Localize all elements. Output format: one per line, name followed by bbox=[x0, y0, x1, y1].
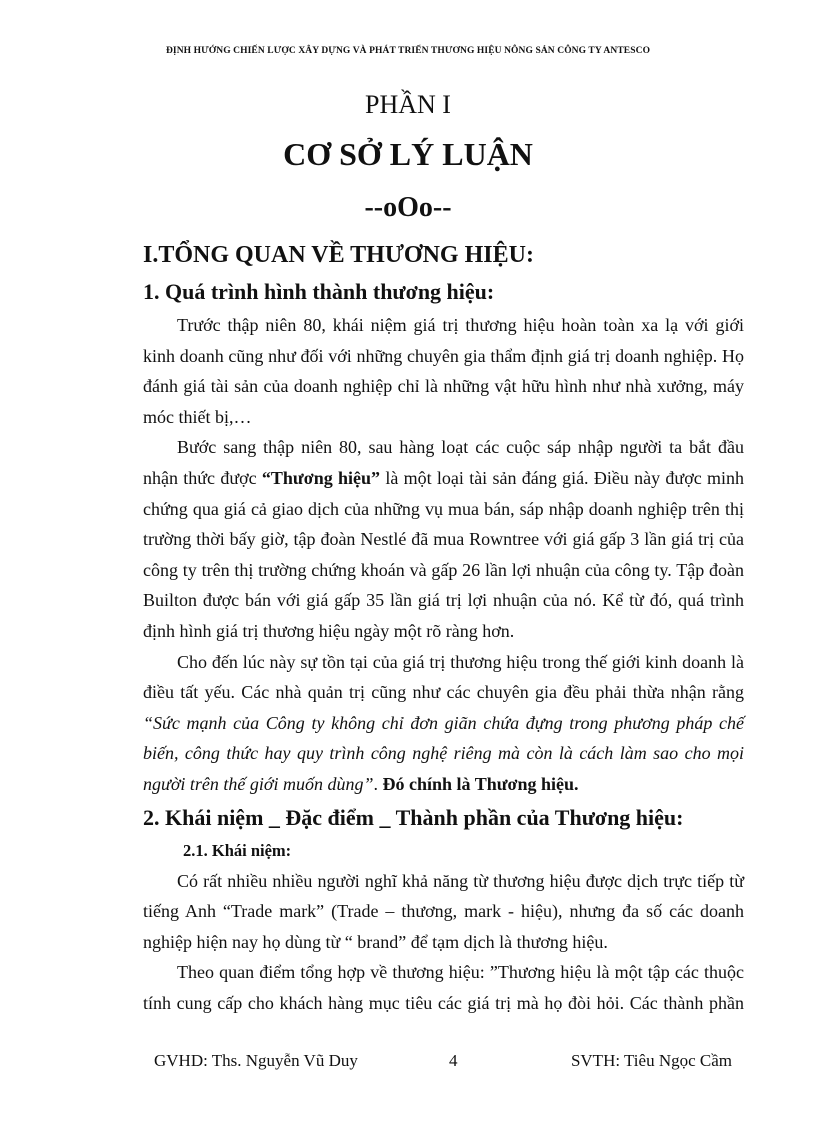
footer-advisor: GVHD: Ths. Nguyễn Vũ Duy bbox=[154, 1051, 358, 1070]
footer-page-number: 4 bbox=[449, 1051, 458, 1070]
paragraph-1: Trước thập niên 80, khái niệm giá trị thương hiệu hoàn toàn xa lạ với giới kinh doanh cũng như đối với những chuyên gia thẩm định giá trị doanh nghiệp. Họ đánh giá tài sản của doanh nghiệp chỉ là những vật hữu hình như nhà xưởng, máy móc thiết bị,… bbox=[143, 315, 744, 427]
paragraph-3-text-a: Cho đến lúc này sự tồn tại của giá trị thương hiệu trong thế giới kinh doanh là điều tất yếu. Các nhà quản trị cũng như các chuyên gia đều phải thừa nhận rằng bbox=[143, 651, 744, 703]
ornament-separator: --oOo-- bbox=[364, 192, 452, 223]
part-title: CƠ SỞ LÝ LUẬN bbox=[283, 136, 533, 172]
paragraph-5: Theo quan điểm tổng hợp về thương hiệu: ”Thương hiệu là một tập các thuộc tính cung cấp cho khách hàng mục tiêu các giá trị mà họ đòi hỏi. Các thành phần bbox=[143, 962, 744, 1013]
part-label: PHẦN I bbox=[365, 90, 451, 119]
footer-student: SVTH: Tiêu Ngọc Cầm bbox=[570, 1051, 732, 1070]
page-footer bbox=[154, 1051, 732, 1075]
paragraph-2-text-a: Bước sang thập niên 80, sau hàng loạt các cuộc sáp nhập người ta bắt đầu nhận thức được bbox=[143, 437, 744, 488]
section-heading: I.TỔNG QUAN VỀ THƯƠNG HIỆU: bbox=[143, 242, 534, 268]
paragraph-3-text-b: . bbox=[373, 773, 383, 794]
paragraph-3-quote: “Sức mạnh của Công ty không chỉ đơn giãn chứa đựng trong phương pháp chế biến, công thức hay quy trình công nghệ riêng mà còn là cách làm sao cho mọi người trên thế giới muốn dùng” bbox=[143, 712, 744, 794]
subsection-heading-2: 2. Khái niệm _ Đặc điểm _ Thành phần của Thương hiệu: bbox=[143, 804, 684, 830]
paragraph-3 bbox=[143, 647, 744, 800]
paragraph-2-text-b: là một loại tài sản đáng giá. Điều này được minh chứng qua giá cả giao dịch của những vụ mua bán, sáp nhập doanh nghiệp trên thị trường thời bấy giờ, tập đoàn Nestlé đã mua Rowntree với giá gấp 3 lần giá trị của công ty trên thị trường chứng khoán và gấp 26 lần lợi nhuận của công ty. Tập đoàn Builton được bán với giá gấp 35 lần giá trị lợi nhuận của nó. Kể từ đó, quá trình định hình giá trị thương hiệu ngày một rõ ràng hơn. bbox=[143, 467, 744, 641]
paragraph-4: Có rất nhiều nhiều người nghĩ khả năng từ thương hiệu được dịch trực tiếp từ tiếng Anh “Trade mark” (Trade – thương, mark - hiệu), nhưng đa số các doanh nghiệp hiện nay họ dùng từ “ brand” để tạm dịch là thương hiệu. bbox=[143, 870, 744, 952]
running-header: ĐỊNH HƯỚNG CHIẾN LƯỢC XÂY DỰNG VÀ PHÁT TRIỂN THƯƠNG HIỆU NÔNG SẢN CÔNG TY ANTESCO bbox=[165, 46, 651, 56]
paragraph-3-bold: Đó chính là Thương hiệu. bbox=[382, 773, 579, 794]
subsection-heading-1: 1. Quá trình hình thành thương hiệu: bbox=[143, 279, 495, 304]
paragraph-2 bbox=[143, 432, 744, 646]
subsubsection-heading-2-1: 2.1. Khái niệm: bbox=[183, 840, 292, 860]
paragraph-2-bold: “Thương hiệu” bbox=[261, 467, 381, 488]
body-content bbox=[143, 236, 744, 1018]
